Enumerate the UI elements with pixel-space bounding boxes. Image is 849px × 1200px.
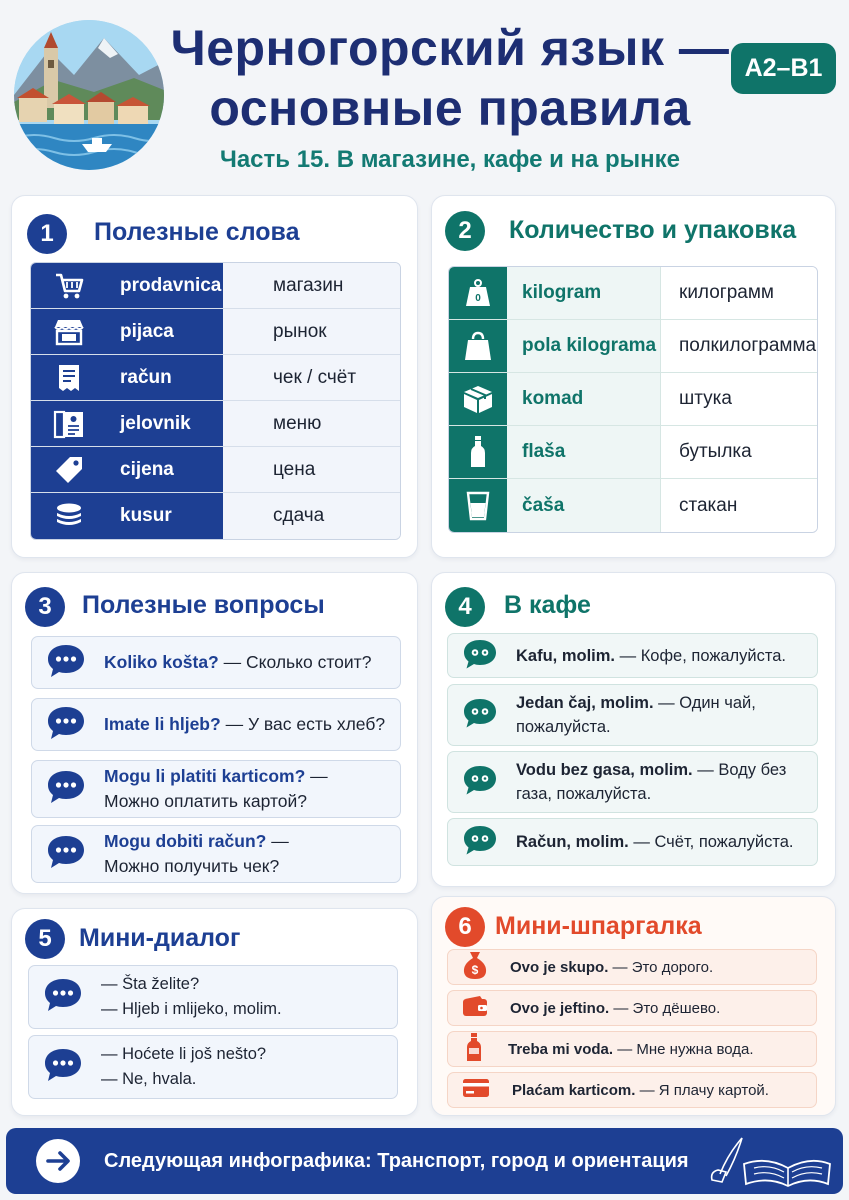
table-row [31,309,400,355]
dash: — [653,694,680,712]
phrase-original: Mogu li platiti karticom? [104,766,306,786]
card-useful-questions [11,572,418,894]
phrase-original: Mogu dobiti račun? [104,831,267,851]
water-bottle-icon [466,1032,482,1066]
dialog-exchange [28,1035,398,1099]
section-title-cheatsheet: Мини-шпаргалка [495,912,702,940]
section-title-words: Полезные слова [94,218,300,246]
list-item [447,818,818,866]
phrase-original: Imate li hljeb? [104,714,221,734]
dash: — [220,714,248,734]
dialog-exchange [28,965,398,1029]
phrase-translation: У вас есть хлеб? [247,714,386,734]
term: račun [106,355,223,400]
next-infographic-banner[interactable] [6,1128,843,1194]
quill-and-book-icon [706,1134,832,1192]
translation: полкилограмма [660,320,817,372]
list-item [447,949,817,985]
phrase-translation: Можно оплатить картой? [104,791,308,811]
translation: цена [223,447,400,492]
dash: — [266,831,289,851]
price-tag-icon [31,447,106,492]
phrase-original: Kafu, molim. [516,646,616,665]
title-line-2: основные правила [209,80,691,136]
speech-bubble-icon [43,977,83,1017]
phrase-text [104,712,385,737]
table-row [449,373,817,426]
table-row [449,320,817,373]
section-number-2: 2 [445,211,485,251]
card-mini-dialog [11,908,418,1116]
term: čaša [507,479,660,532]
term: pijaca [106,309,223,354]
page-subtitle: Часть 15. В магазине, кафе и на рынке [219,146,681,173]
arrow-right-icon[interactable] [36,1139,80,1183]
phrase-translation: Воду без газа, пожалуйста. [516,761,787,803]
dash: — [635,1081,659,1099]
list-item [447,633,818,678]
speech-bubble-icon [462,697,498,733]
phrase-translation: Счёт, пожалуйста. [654,833,794,851]
speech-bubble-icon [462,824,498,860]
money-bag-icon [462,950,488,984]
glass-icon [449,479,507,532]
term: komad [507,373,660,425]
phrase-original: Vodu bez gasa, molim. [516,761,693,779]
box-icon [449,373,507,425]
translation: стакан [660,479,817,532]
phrase-original: Koliko košta? [104,652,219,672]
phrase-text [516,830,793,854]
dash: — [305,766,328,786]
dash: — [692,761,719,779]
phrase-original: Jedan čaj, molim. [516,694,654,712]
list-item [31,636,401,689]
dash: — [615,646,641,665]
translation: магазин [223,263,400,308]
quantity-table [448,266,818,533]
montenegro-coast-illustration [14,20,164,170]
list-item [447,1031,817,1067]
bottle-icon [449,426,507,478]
wallet-icon [462,995,488,1021]
phrase-translation: Один чай, пожалуйста. [516,694,756,736]
section-number-4: 4 [445,587,485,627]
menu-book-icon [31,401,106,446]
term: prodavnica [106,263,223,308]
list-item [31,760,401,818]
phrase-original: Ovo je skupo. [510,958,609,976]
dialog-line: — Hoćete li još nešto? [101,1045,267,1063]
section-number-6: 6 [445,907,485,947]
phrase-translation: Это дёшево. [632,999,721,1017]
list-item [447,684,818,746]
speech-bubble-icon [43,1047,83,1087]
translation: меню [223,401,400,446]
translation: чек / счёт [223,355,400,400]
term: kusur [106,493,223,539]
list-item [447,990,817,1026]
table-row [31,447,400,493]
phrase-original: Plaćam karticom. [512,1081,636,1099]
dash: — [608,958,632,976]
card-quantity [431,195,836,558]
term: jelovnik [106,401,223,446]
section-title-cafe: В кафе [504,591,591,619]
table-row [31,355,400,401]
speech-bubble-icon [46,834,86,874]
dash: — [609,999,633,1017]
section-title-quantity: Количество и упаковка [509,216,797,244]
phrase-text [510,996,720,1021]
card-cafe [431,572,836,887]
term: kilogram [507,267,660,319]
dialog-text [101,1042,266,1092]
list-item [447,751,818,813]
table-row [449,426,817,479]
market-stall-icon [31,309,106,354]
phrase-translation: Сколько стоит? [245,652,372,672]
dialog-line: — Ne, hvala. [101,1070,197,1088]
phrase-text [512,1078,769,1103]
phrase-translation: Это дорого. [631,958,714,976]
phrase-translation: Можно получить чек? [104,856,280,876]
dialog-text [101,972,282,1022]
speech-bubble-icon [462,764,498,800]
phrase-original: Treba mi voda. [508,1040,614,1058]
speech-bubble-icon [462,638,498,674]
phrase-text [516,758,791,806]
phrase-translation: Я плачу картой. [658,1081,769,1099]
speech-bubble-icon [46,643,86,683]
list-item [31,698,401,751]
phrase-text [508,1037,754,1062]
phrase-original: Račun, molim. [516,833,629,851]
svg-text:$: $ [471,963,479,977]
weight-half-icon [449,320,507,372]
dash: — [218,652,246,672]
list-item [31,825,401,883]
words-table [30,262,401,540]
table-row [31,493,400,539]
table-row [449,267,817,320]
speech-bubble-icon [46,769,86,809]
dialog-line: — Šta želite? [101,975,200,993]
dash: — [613,1040,637,1058]
receipt-icon [31,355,106,400]
term: pola kilograma [507,320,660,372]
level-badge: A2–B1 [731,43,836,94]
next-infographic-text[interactable]: Следующая инфографика: Транспорт, город и ориентация [104,1150,689,1172]
phrase-text [516,691,796,739]
phrase-text [104,650,371,675]
term: flaša [507,426,660,478]
translation: сдача [223,493,400,539]
table-row [449,479,817,532]
section-title-questions: Полезные вопросы [82,591,325,619]
section-number-5: 5 [25,919,65,959]
weight-icon-label: 0 [475,293,481,304]
title-line-1: Черногорский язык — [170,20,730,76]
section-number-1: 1 [27,214,67,254]
phrase-original: Ovo je jeftino. [510,999,610,1017]
dash: — [628,833,655,851]
section-title-dialog: Мини-диалог [79,924,241,952]
table-row [31,401,400,447]
speech-bubble-icon [46,705,86,745]
translation: килограмм [660,267,817,319]
cart-icon [31,263,106,308]
phrase-translation: Мне нужна вода. [636,1040,754,1058]
card-cheatsheet [431,896,836,1116]
weight-icon [449,267,507,319]
translation: бутылка [660,426,817,478]
coins-icon [31,493,106,539]
term: cijena [106,447,223,492]
phrase-text [510,955,713,980]
phrase-text [104,764,328,814]
translation: штука [660,373,817,425]
list-item [447,1072,817,1108]
translation: рынок [223,309,400,354]
phrase-text [516,644,786,668]
credit-card-icon [462,1078,490,1102]
section-number-3: 3 [25,587,65,627]
dialog-line: — Hljeb i mlijeko, molim. [101,1000,282,1018]
table-row [31,263,400,309]
phrase-text [104,829,289,879]
phrase-translation: Кофе, пожалуйста. [640,646,787,665]
page-title [160,18,740,138]
card-useful-words [11,195,418,558]
